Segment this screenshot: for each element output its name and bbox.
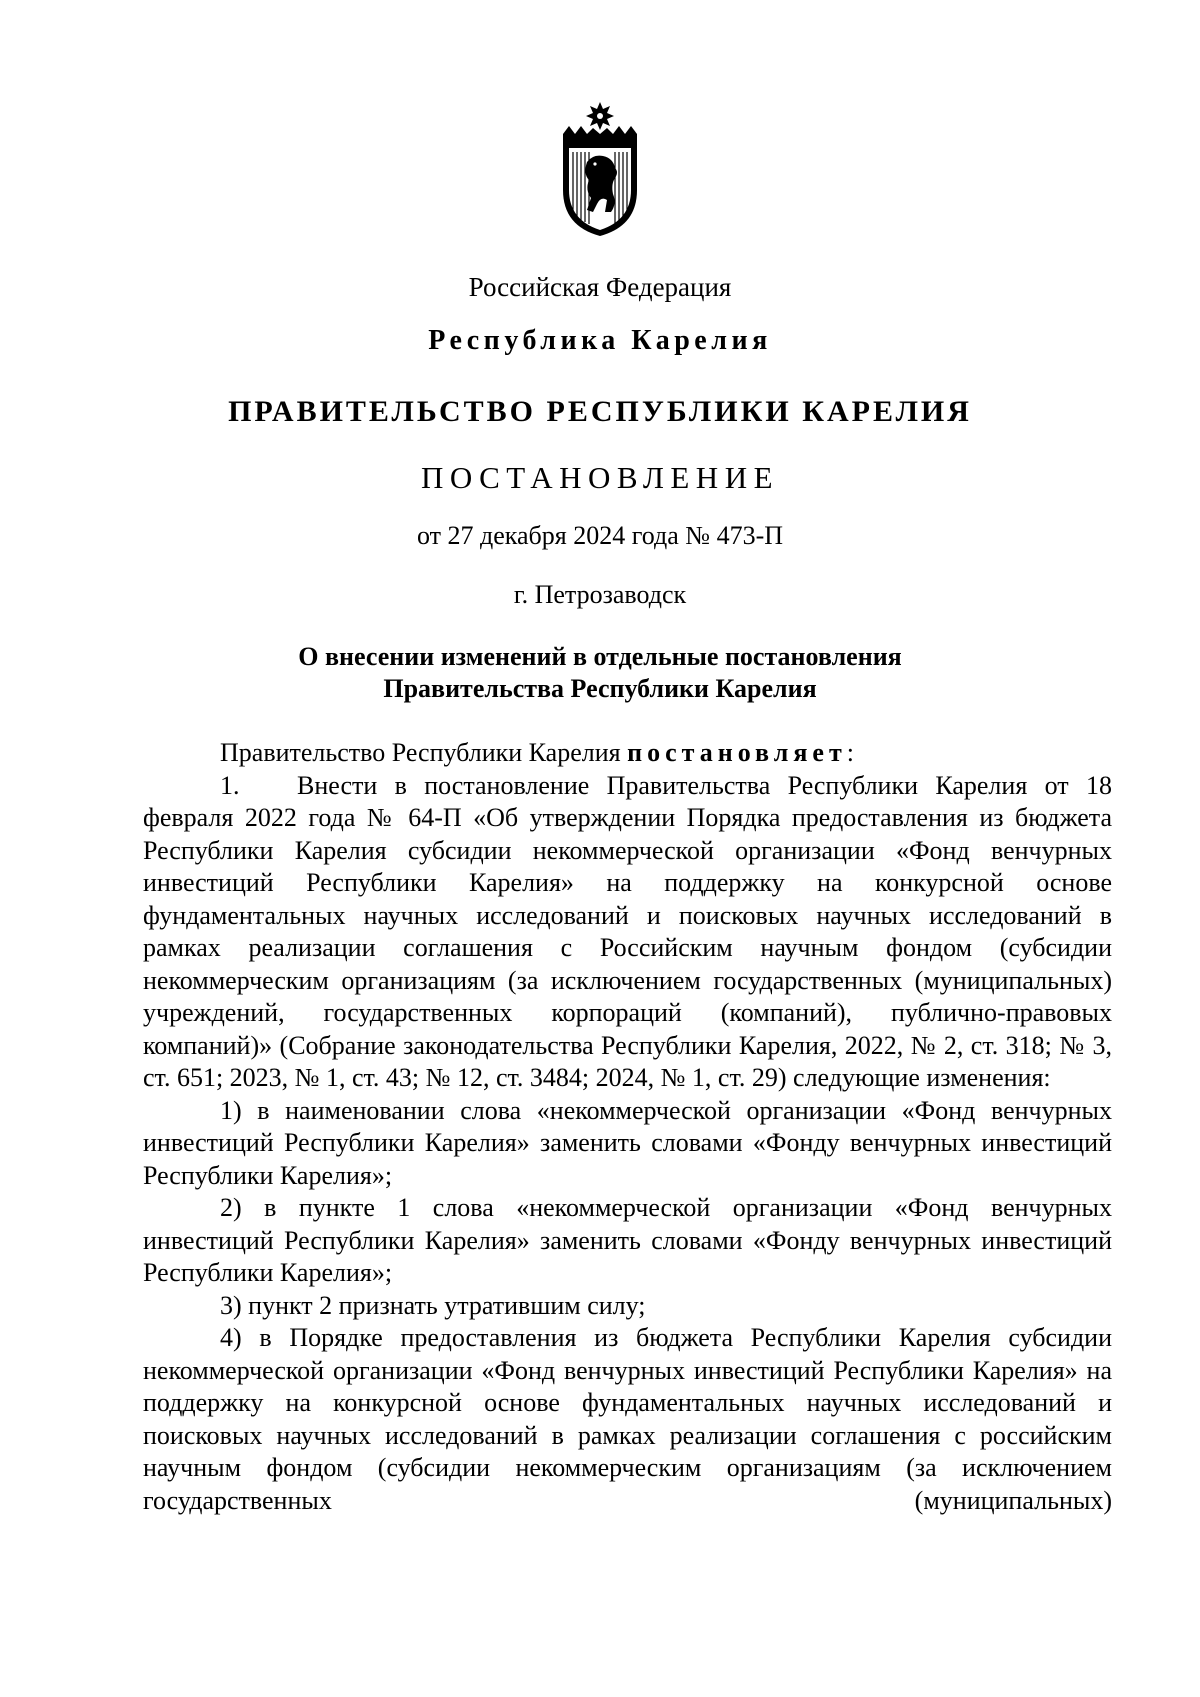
item-1	[143, 770, 1112, 1095]
city: г. Петрозаводск	[513, 580, 687, 609]
region-name: Республика Карелия	[428, 325, 772, 356]
subject-line-2: Правительства Республики Карелия	[383, 674, 817, 703]
preamble	[143, 737, 1112, 770]
subject-line-1: О внесении изменений в отдельные постановления	[298, 642, 902, 671]
issuing-authority: ПРАВИТЕЛЬСТВО РЕСПУБЛИКИ КАРЕЛИЯ	[228, 395, 972, 428]
karelia-coat-of-arms-icon	[559, 100, 641, 238]
decides-word: постановляет	[627, 738, 847, 767]
document-subject	[0, 641, 1200, 705]
item-1-text: Внести в постановление Правительства Республики Карелия от 18 февраля 2022 года № 64-П «Об утверждении Порядка предоставления из бюджета Республики Карелия субсидии некоммерческой организации «Фонд венчурных инвестиций Республики Карелия» на поддержку на конкурсной основе фундаментальных научных исследований и поисковых научных исследований в рамках реализации соглашения с Российским научным фондом (субсидии некоммерческим организациям (за исключением государственных (муниципальных) учреждений, государственных корпораций (компаний), публично-правовых компаний)» (Собрание законодательства Республики Карелия, 2022, № 2, ст. 318; № 3, ст. 651; 2023, № 1, ст. 43; № 12, ст. 3484; 2024, № 1, ст. 29) следующие изменения:	[143, 770, 1112, 1092]
item-1-number: 1.	[220, 770, 240, 800]
date-and-number: от 27 декабря 2024 года № 473-П	[416, 521, 784, 550]
subitem-1: 1) в наименовании слова «некоммерческой организации «Фонд венчурных инвестиций Республики Карелия» заменить словами «Фонду венчурных инвестиций Республики Карелия»;	[143, 1095, 1112, 1190]
document-type: ПОСТАНОВЛЕНИЕ	[420, 460, 780, 495]
country-name: Российская Федерация	[468, 272, 732, 302]
subitem-4: 4) в Порядке предоставления из бюджета Республики Карелия субсидии некоммерческой организации «Фонд венчурных инвестиций Республики Карелия» на поддержку на конкурсной основе фундаментальных научных исследований и поисковых научных исследований в рамках реализации соглашения с российским научным фондом (субсидии некоммерческим организациям (за исключением государственных (муниципальных)	[143, 1323, 1112, 1515]
preamble-colon: :	[846, 738, 854, 767]
subitem-2: 2) в пункте 1 слова «некоммерческой организации «Фонд венчурных инвестиций Республики Карелия» заменить словами «Фонду венчурных инвестиций Республики Карелия»;	[143, 1193, 1112, 1287]
document-body	[143, 737, 1112, 1517]
subitem-3: 3) пункт 2 признать утратившим силу;	[220, 1290, 646, 1320]
preamble-text: Правительство Республики Карелия	[220, 738, 628, 767]
